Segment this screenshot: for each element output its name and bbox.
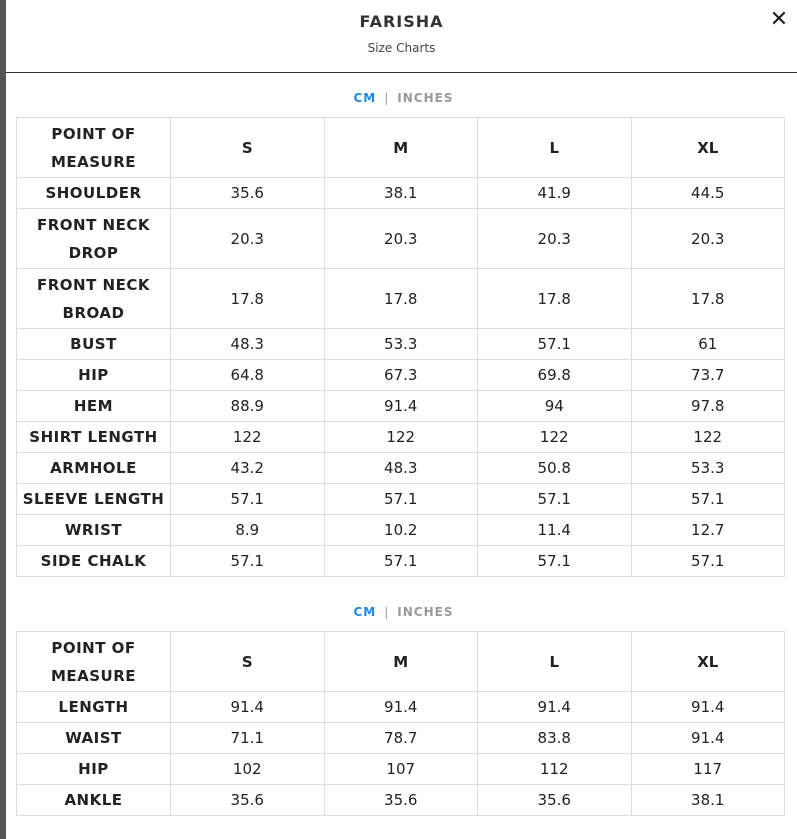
table-cell: 50.8: [478, 453, 632, 484]
table-cell: 20.3: [324, 209, 478, 269]
table-cell: 53.3: [631, 453, 785, 484]
table-cell: 102: [171, 754, 325, 785]
table-cell: 35.6: [171, 178, 325, 209]
table-cell: 83.8: [478, 723, 632, 754]
table-row: [17, 269, 785, 329]
table-cell: 91.4: [324, 391, 478, 422]
column-header: POINT OF MEASURE: [17, 632, 171, 692]
column-header: L: [478, 118, 632, 178]
unit-separator: |: [384, 91, 390, 105]
table-row: [17, 785, 785, 816]
unit-inches-button[interactable]: INCHES: [397, 91, 454, 105]
table-row: [17, 723, 785, 754]
table-row: [17, 391, 785, 422]
modal-header: [6, 0, 797, 73]
row-label: HIP: [17, 754, 171, 785]
table-row: [17, 453, 785, 484]
table-cell: 97.8: [631, 391, 785, 422]
column-header: S: [171, 118, 325, 178]
row-label: ARMHOLE: [17, 453, 171, 484]
row-label: WRIST: [17, 515, 171, 546]
table-cell: 122: [631, 422, 785, 453]
table-cell: 57.1: [478, 546, 632, 577]
row-label: SHOULDER: [17, 178, 171, 209]
row-label: FRONT NECK DROP: [17, 209, 171, 269]
table-cell: 8.9: [171, 515, 325, 546]
table-row: [17, 692, 785, 723]
table-cell: 91.4: [324, 692, 478, 723]
table-cell: 88.9: [171, 391, 325, 422]
table-cell: 20.3: [171, 209, 325, 269]
table-cell: 91.4: [631, 692, 785, 723]
table-cell: 112: [478, 754, 632, 785]
size-chart-table-bottom: [16, 631, 785, 816]
table-row: [17, 546, 785, 577]
table-cell: 44.5: [631, 178, 785, 209]
row-label: LENGTH: [17, 692, 171, 723]
table-cell: 67.3: [324, 360, 478, 391]
table-cell: 117: [631, 754, 785, 785]
row-label: SIDE CHALK: [17, 546, 171, 577]
table-cell: 17.8: [171, 269, 325, 329]
table-cell: 41.9: [478, 178, 632, 209]
table-cell: 57.1: [478, 484, 632, 515]
unit-cm-button[interactable]: CM: [353, 605, 377, 619]
table-header-row: [17, 632, 785, 692]
table-cell: 57.1: [478, 329, 632, 360]
unit-inches-button[interactable]: INCHES: [397, 605, 454, 619]
table-cell: 35.6: [324, 785, 478, 816]
table-cell: 57.1: [324, 484, 478, 515]
column-header: XL: [631, 632, 785, 692]
table-cell: 73.7: [631, 360, 785, 391]
column-header: M: [324, 118, 478, 178]
table-cell: 57.1: [171, 484, 325, 515]
table-row: [17, 178, 785, 209]
table-cell: 17.8: [478, 269, 632, 329]
unit-separator: |: [384, 605, 390, 619]
brand-title: FARISHA: [359, 12, 444, 31]
table-cell: 91.4: [631, 723, 785, 754]
row-label: SHIRT LENGTH: [17, 422, 171, 453]
column-header: S: [171, 632, 325, 692]
table-cell: 122: [171, 422, 325, 453]
row-label: BUST: [17, 329, 171, 360]
table-cell: 107: [324, 754, 478, 785]
table-cell: 57.1: [324, 546, 478, 577]
table-cell: 94: [478, 391, 632, 422]
table-cell: 122: [324, 422, 478, 453]
table-cell: 10.2: [324, 515, 478, 546]
table-header-row: [17, 118, 785, 178]
column-header: XL: [631, 118, 785, 178]
table-cell: 38.1: [324, 178, 478, 209]
table-cell: 69.8: [478, 360, 632, 391]
row-label: FRONT NECK BROAD: [17, 269, 171, 329]
table-cell: 20.3: [631, 209, 785, 269]
column-header: M: [324, 632, 478, 692]
table-cell: 91.4: [171, 692, 325, 723]
table-cell: 64.8: [171, 360, 325, 391]
table-cell: 17.8: [631, 269, 785, 329]
table-row: [17, 329, 785, 360]
table-cell: 122: [478, 422, 632, 453]
table-cell: 12.7: [631, 515, 785, 546]
table-row: [17, 209, 785, 269]
table-row: [17, 360, 785, 391]
row-label: HEM: [17, 391, 171, 422]
table-cell: 35.6: [171, 785, 325, 816]
close-icon[interactable]: ✕: [769, 7, 789, 32]
table-cell: 91.4: [478, 692, 632, 723]
table-cell: 57.1: [631, 546, 785, 577]
table-row: [17, 754, 785, 785]
row-label: WAIST: [17, 723, 171, 754]
table-cell: 57.1: [631, 484, 785, 515]
table-cell: 71.1: [171, 723, 325, 754]
size-chart-table-top: [16, 117, 785, 577]
table-row: [17, 422, 785, 453]
unit-toggle: [16, 89, 791, 107]
table-cell: 53.3: [324, 329, 478, 360]
table-cell: 17.8: [324, 269, 478, 329]
column-header: L: [478, 632, 632, 692]
unit-cm-button[interactable]: CM: [353, 91, 377, 105]
table-row: [17, 515, 785, 546]
table-cell: 78.7: [324, 723, 478, 754]
table-cell: 48.3: [324, 453, 478, 484]
table-cell: 61: [631, 329, 785, 360]
table-cell: 43.2: [171, 453, 325, 484]
table-row: [17, 484, 785, 515]
row-label: HIP: [17, 360, 171, 391]
column-header: POINT OF MEASURE: [17, 118, 171, 178]
table-cell: 35.6: [478, 785, 632, 816]
row-label: SLEEVE LENGTH: [17, 484, 171, 515]
table-cell: 11.4: [478, 515, 632, 546]
table-cell: 57.1: [171, 546, 325, 577]
table-cell: 38.1: [631, 785, 785, 816]
modal-subtitle: Size Charts: [367, 41, 436, 55]
unit-toggle: [16, 603, 791, 621]
row-label: ANKLE: [17, 785, 171, 816]
table-cell: 20.3: [478, 209, 632, 269]
table-cell: 48.3: [171, 329, 325, 360]
